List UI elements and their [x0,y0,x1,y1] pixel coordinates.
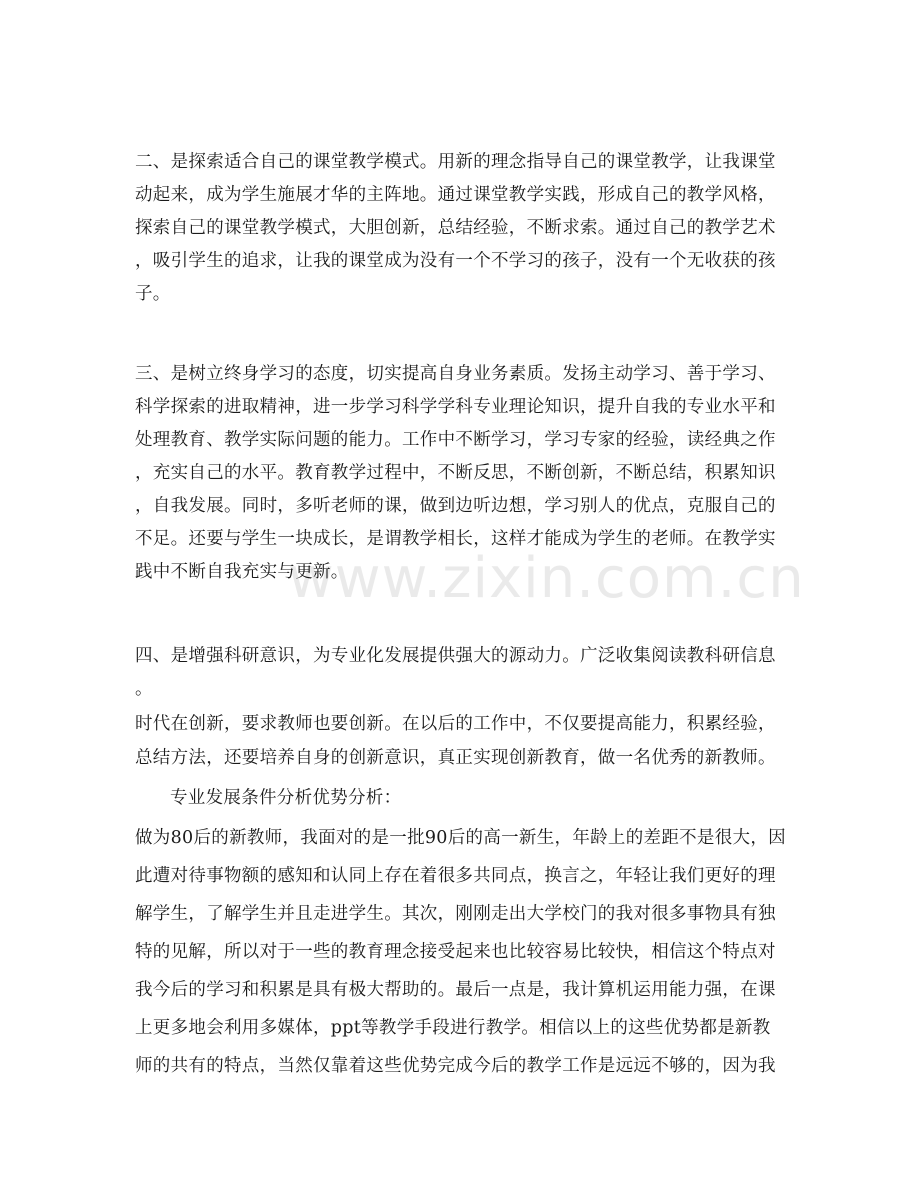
text-line: 师的共有的特点，当然仅靠着这些优势完成今后的教学工作是远远不够的，因为我 [135,1056,776,1076]
text-line: 三、是树立终身学习的态度，切实提高自身业务素质。发扬主动学习、善于学习、 [135,364,776,384]
watermark: www.zixin.com.cn [288,546,805,611]
text-line: 二、是探索适合自己的课堂教学模式。用新的理念指导自己的课堂教学，让我课堂 [135,152,776,172]
text-line: 上更多地会利用多媒体，ppt等教学手段进行教学。相信以上的这些优势都是新教 [135,1018,771,1038]
text-line: ，吸引学生的追求，让我的课堂成为没有一个不学习的孩子，没有一个无收获的孩 [135,251,776,271]
text-line: 我今后的学习和积累是具有极大帮助的。最后一点是，我计算机运用能力强，在课 [135,980,776,1000]
text-line: 。 [135,679,153,699]
text-line: 此遭对待事物额的感知和认同上存在着很多共同点，换言之，年轻让我们更好的理 [135,866,776,886]
text-line: 做为80后的新教师，我面对的是一批90后的高一新生，年龄上的差距不是很大，因 [135,828,786,848]
text-line: 践中不断自我充实与更新。 [135,562,349,582]
text-line: 解学生，了解学生并且走进学生。其次，刚刚走出大学校门的我对很多事物具有独 [135,904,776,924]
text-line: 特的见解，所以对于一些的教育理念接受起来也比较容易比较快，相信这个特点对 [135,942,776,962]
text-line: 子。 [135,284,171,304]
text-line: ，自我发展。同时，多听老师的课，做到边听边想，学习别人的优点，克服自己的 [135,496,776,516]
text-line: 探索自己的课堂教学模式，大胆创新，总结经验，不断求索。通过自己的教学艺术 [135,218,776,238]
text-line: 四、是增强科研意识，为专业化发展提供强大的源动力。广泛收集阅读教科研信息 [135,646,776,666]
text-line: ，充实自己的水平。教育教学过程中，不断反思，不断创新，不断总结，积累知识 [135,463,776,483]
text-line: 动起来，成为学生施展才华的主阵地。通过课堂教学实践，形成自己的教学风格， [135,185,776,205]
text-line: 不足。还要与学生一块成长，是谓教学相长，这样才能成为学生的老师。在教学实 [135,529,776,549]
text-line: 科学探索的进取精神，进一步学习科学学科专业理论知识，提升自我的专业水平和 [135,397,776,417]
text-line: 时代在创新，要求教师也要创新。在以后的工作中，不仅要提高能力，积累经验， [135,714,776,734]
text-line: 总结方法，还要培养自身的创新意识，真正实现创新教育，做一名优秀的新教师。 [135,748,776,768]
text-line: 处理教育、教学实际问题的能力。工作中不断学习，学习专家的经验，读经典之作 [135,430,776,450]
section-heading: 专业发展条件分析优势分析： [170,788,402,808]
